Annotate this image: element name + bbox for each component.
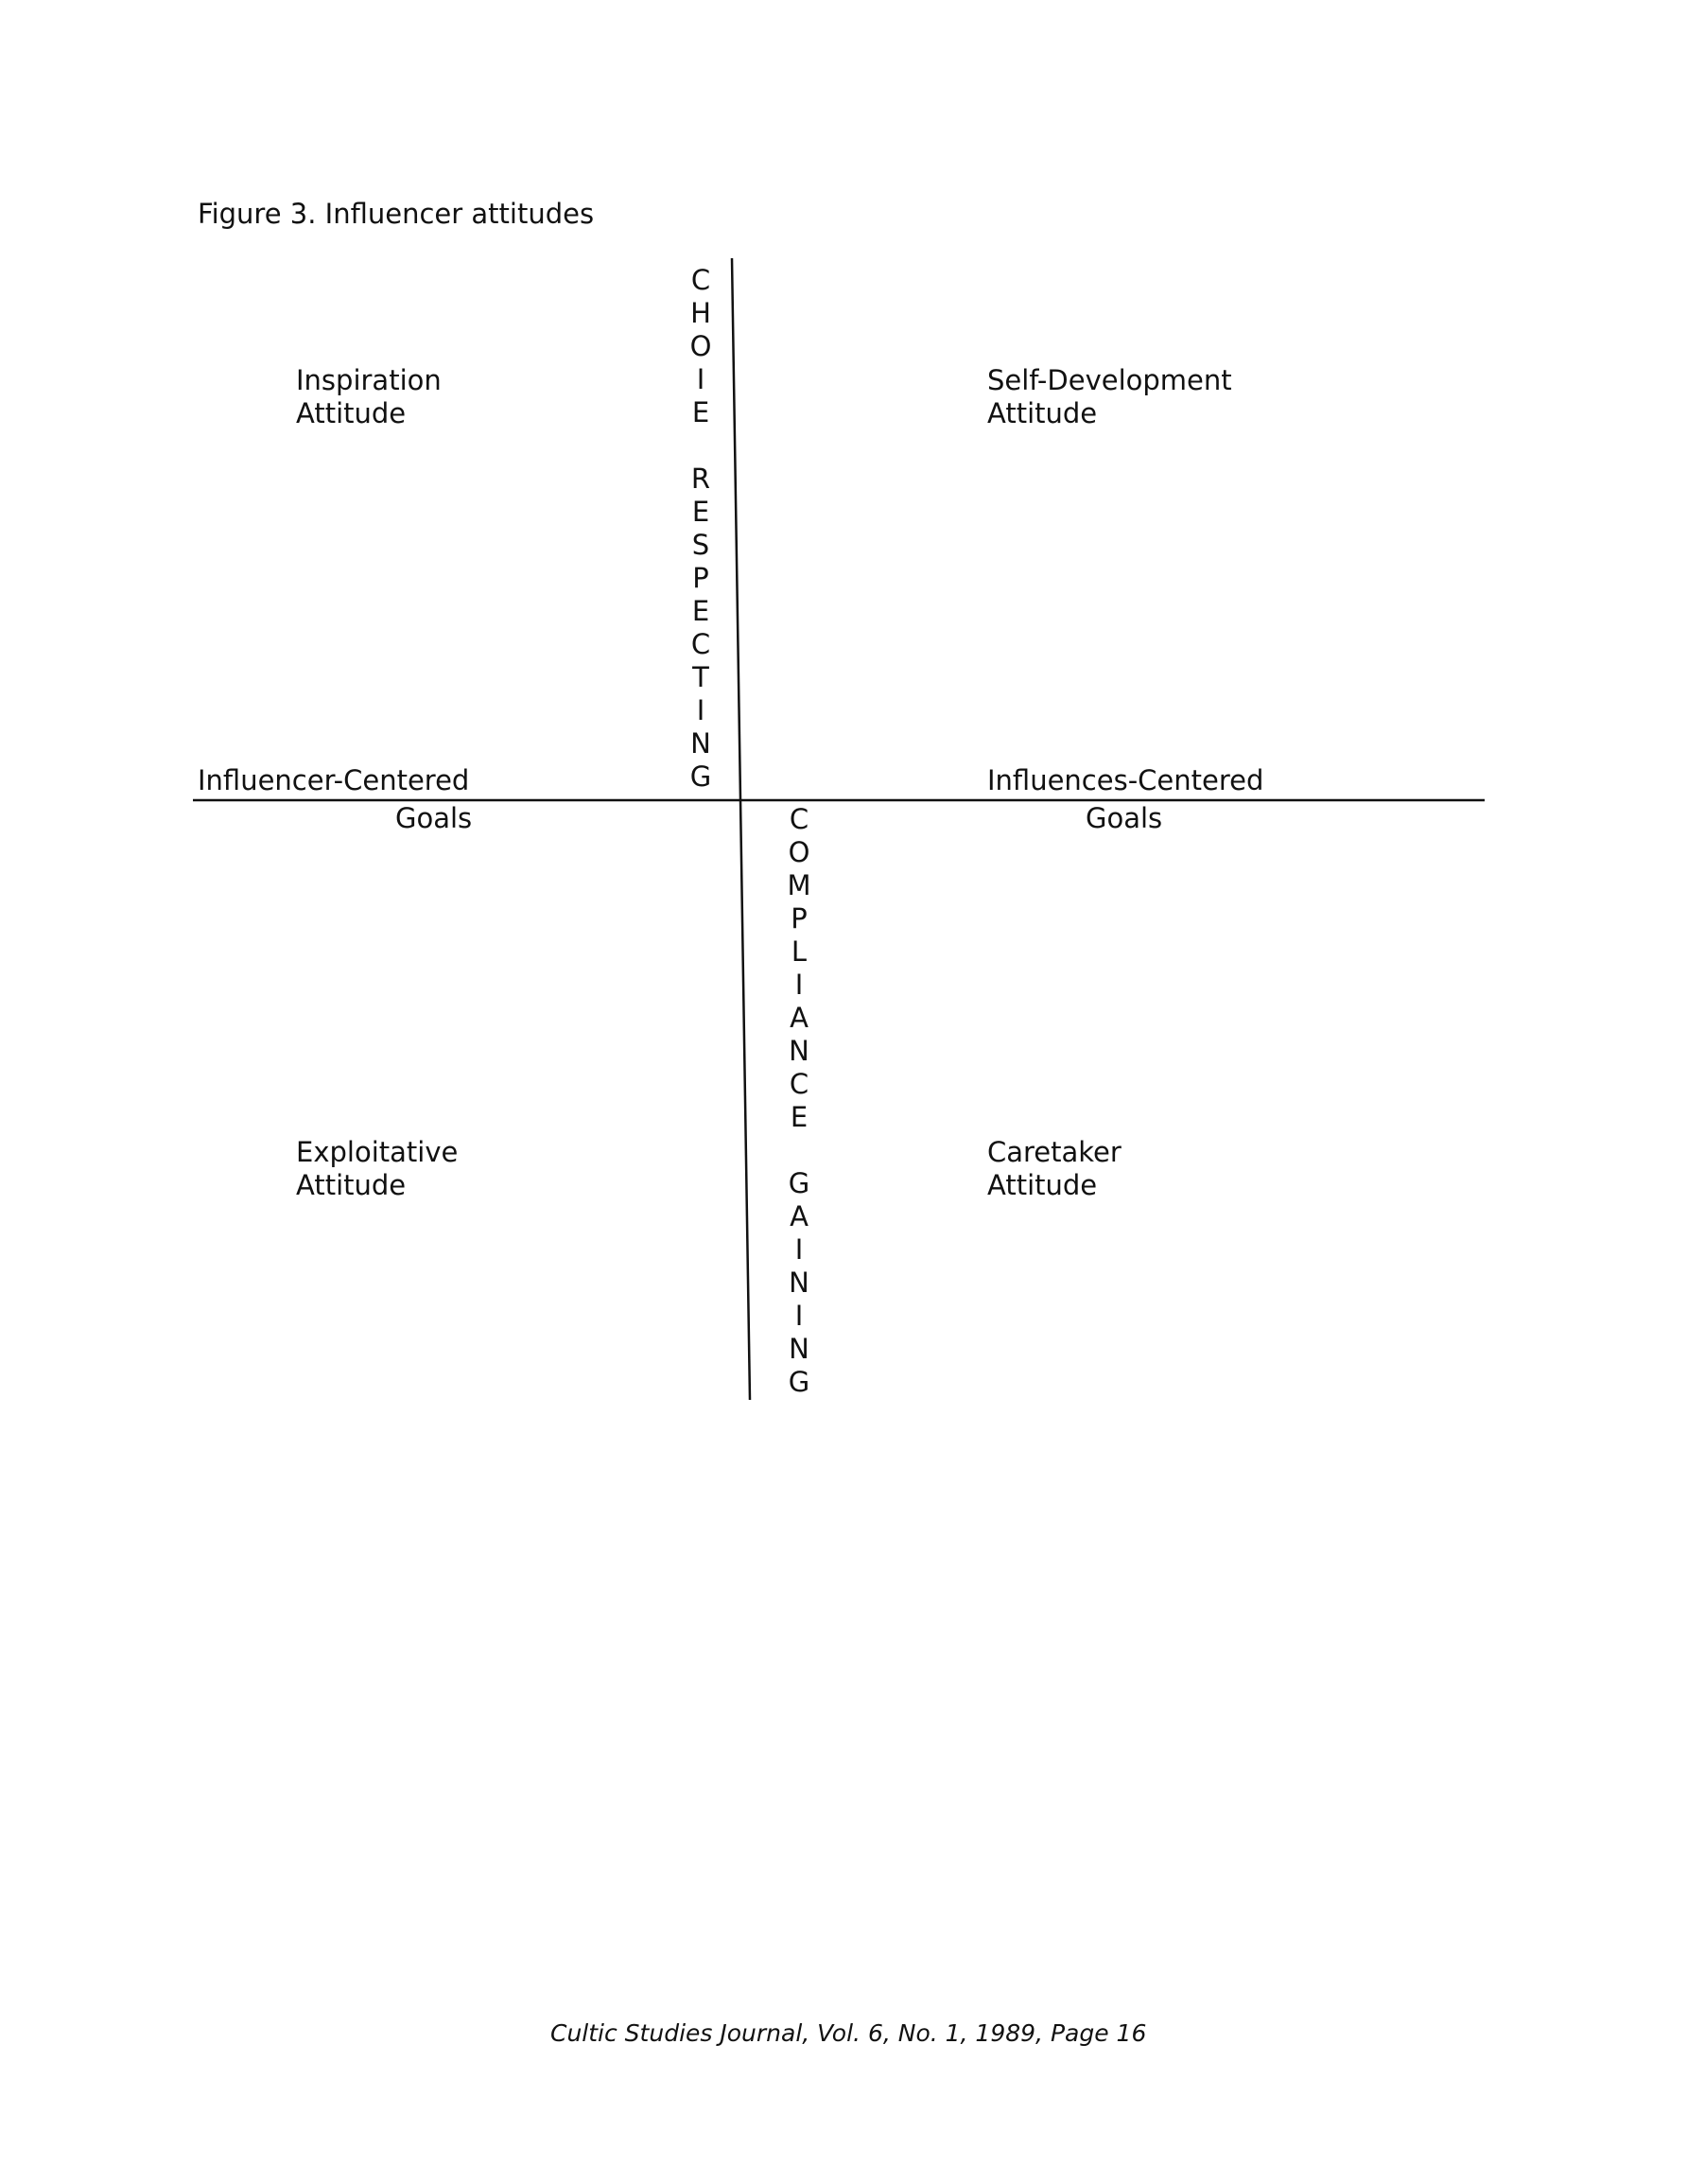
vertical-letter: C [690,628,711,660]
vertical-letter: T [692,661,709,693]
vertical-letter: G [689,760,712,793]
vertical-letter: M [787,869,811,901]
axis-bottom-vertical-label [780,803,818,1399]
vertical-letter: E [691,595,710,627]
vertical-letter: C [789,803,809,835]
vertical-letter: O [689,330,712,362]
quadrant-top-left-label: Inspiration Attitude [296,364,442,429]
vertical-axis [732,258,750,1400]
vertical-letter: G [788,1167,810,1199]
vertical-letter: I [696,694,705,726]
vertical-letter: N [789,1267,809,1299]
vertical-letter: E [691,496,710,528]
vertical-letter: O [788,836,810,868]
vertical-letter [780,1134,818,1167]
vertical-letter: N [690,727,711,760]
axis-right-label-line2: Goals [1086,802,1163,834]
quadrant-bottom-left-label: Exploitative Attitude [296,1136,459,1201]
vertical-letter: C [690,264,711,296]
vertical-letter: C [789,1068,809,1100]
vertical-letter: A [790,1200,809,1232]
vertical-letter: H [690,297,711,329]
vertical-letter: S [691,529,710,561]
vertical-letter: P [791,902,808,935]
axis-right-label-line1: Influences-Centered [987,764,1264,796]
figure-caption: Figure 3. Influencer attitudes [198,198,595,230]
quadrant-bottom-right-label: Caretaker Attitude [987,1136,1122,1201]
vertical-letter: P [692,562,709,594]
vertical-letter: A [790,1002,809,1034]
page-footer: Cultic Studies Journal, Vol. 6, No. 1, 1989, Page 16 [550,2019,1147,2047]
vertical-letter: G [788,1366,810,1398]
axis-left-label-line2: Goals [395,802,473,834]
vertical-letter: R [690,463,711,495]
vertical-letter: N [789,1035,809,1067]
quadrant-top-right-label: Self-Development Attitude [987,364,1232,429]
vertical-letter: E [790,1101,809,1133]
vertical-letter: I [794,1300,804,1332]
vertical-letter: L [791,935,808,968]
vertical-letter: I [794,969,804,1001]
vertical-letter: I [696,363,705,395]
vertical-letter: I [794,1233,804,1266]
vertical-letter: N [789,1333,809,1365]
axis-top-vertical-label [682,264,720,794]
axis-left-label-line1: Influencer-Centered [198,764,470,796]
vertical-letter [682,429,720,463]
vertical-letter: E [691,396,710,428]
